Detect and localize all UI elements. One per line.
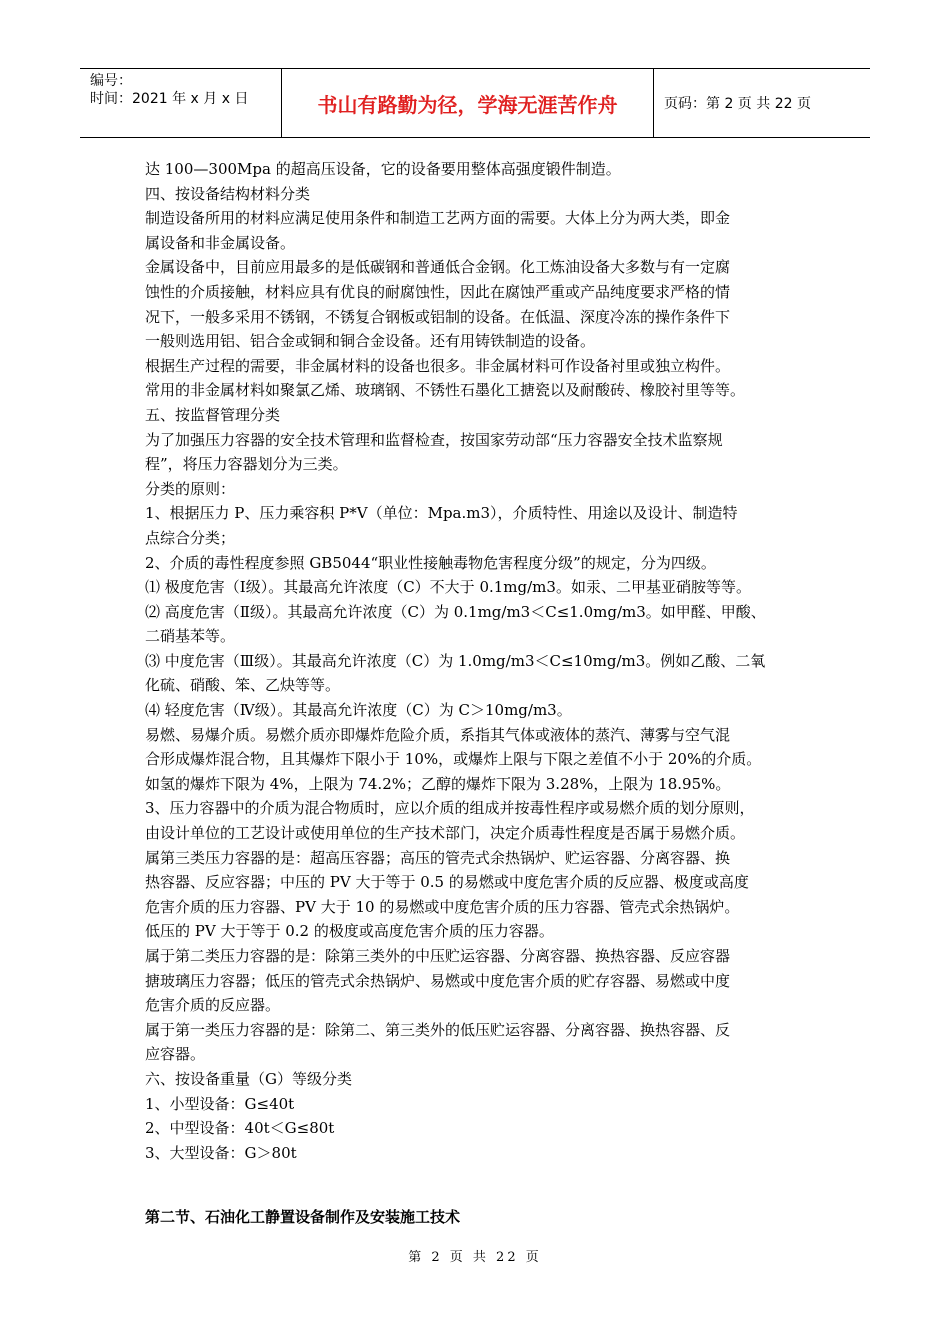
body-line: 3、大型设备：G＞80t [145,1143,297,1162]
page-header [80,68,870,138]
body-line: 由设计单位的工艺设计或使用单位的生产技术部门，决定介质毒性程度是否属于易燃介质。 [145,824,746,843]
body-line: 应容器。 [145,1045,206,1064]
body-line: 蚀性的介质接触，材料应具有优良的耐腐蚀性，因此在腐蚀严重或产品纯度要求严格的情 [145,282,731,301]
body-line: 况下，一般多采用不锈钢，不锈复合钢板或铝制的设备。在低温、深度冷冻的操作条件下 [145,307,731,326]
body-line: 为了加强压力容器的安全技术管理和监督检查，按国家劳动部“压力容器安全技术监察规 [145,430,723,449]
body-line: 一般则选用铝、铝合金或铜和铜合金设备。还有用铸铁制造的设备。 [145,332,596,351]
body-line: 根据生产过程的需要，非金属材料的设备也很多。非金属材料可作设备衬里或独立构件。 [145,356,731,375]
body-line: 1、小型设备：G≤40t [145,1094,295,1113]
body-line: 合形成爆炸混合物，且其爆炸下限小于 10%，或爆炸上限与下限之差值不小于 20%的介质。 [145,750,762,769]
body-text [145,157,815,1165]
body-line: 金属设备中，目前应用最多的是低碳钢和普通低合金钢。化工炼油设备大多数与有一定腐 [145,258,731,277]
header-page-number: 页码：第 2 页 共 22 页 [664,96,811,112]
body-line: ⑶ 中度危害（Ⅲ级）。其最高允许浓度（C）为 1.0mg/m3＜C≤10mg/m3。例如乙酸、二氧 [145,651,766,670]
body-line: 易燃、易爆介质。易燃介质亦即爆炸危险介质，系指其气体或液体的蒸汽、薄雾与空气混 [145,725,731,744]
body-line: 六、按设备重量（G）等级分类 [145,1069,352,1088]
body-line: 化硫、硝酸、笨、乙炔等等。 [145,676,341,695]
body-line: ⑴ 极度危害（Ⅰ级）。其最高允许浓度（C）不大于 0.1mg/m3。如汞、二甲基亚硝胺等等。 [145,578,751,597]
body-line: 属设备和非金属设备。 [145,233,296,252]
body-line: 危害介质的反应器。 [145,996,281,1015]
body-line: 搪玻璃压力容器；低压的管壳式余热锅炉、易燃或中度危害介质的贮存容器、易燃或中度 [145,971,731,990]
body-line: 属于第一类压力容器的是：除第二、第三类外的低压贮运容器、分离容器、换热容器、反 [145,1020,731,1039]
body-line: 如氢的爆炸下限为 4%，上限为 74.2%；乙醇的爆炸下限为 3.28%，上限为 18.95%。 [145,774,731,793]
body-line: ⑵ 高度危害（Ⅱ级）。其最高允许浓度（C）为 0.1mg/m3＜C≤1.0mg/m3。如甲醛、甲酸、 [145,602,766,621]
body-line: 达 100—300Mpa 的超高压设备，它的设备要用整体高强度锻件制造。 [145,160,621,178]
document-date: 时间：2021 年 x 月 x 日 [90,91,249,107]
section-title: 第二节、石油化工静置设备制作及安装施工技术 [145,1208,461,1226]
body-line: ⑷ 轻度危害（Ⅳ级）。其最高允许浓度（C）为 C＞10mg/m3。 [145,701,572,720]
body-line: 1、根据压力 P、压力乘容积 P*V（单位：Mpa.m3），介质特性、用途以及设计、制造特 [145,504,738,523]
header-motto: 书山有路勤为径，学海无涯苦作舟 [282,69,654,137]
body-line: 属第三类压力容器的是：超高压容器；高压的管壳式余热锅炉、贮运容器、分离容器、换 [145,848,731,867]
body-line: 常用的非金属材料如聚氯乙烯、玻璃钢、不锈性石墨化工搪瓷以及耐酸砖、橡胶衬里等等。 [145,381,746,400]
document-number: 编号： [90,73,132,89]
body-line: 危害介质的压力容器、PV 大于 10 的易燃或中度危害介质的压力容器、管壳式余热锅炉。 [145,897,740,916]
body-line: 制造设备所用的材料应满足使用条件和制造工艺两方面的需要。大体上分为两大类，即金 [145,209,731,228]
body-line: 属于第二类压力容器的是：除第三类外的中压贮运容器、分离容器、换热容器、反应容器 [145,947,731,965]
body-line: 2、介质的毒性程度参照 GB5044“职业性接触毒物危害程度分级”的规定，分为四级。 [145,553,716,572]
body-line: 热容器、反应容器；中压的 PV 大于等于 0.5 的易燃或中度危害介质的反应器、极度或高度 [145,873,749,892]
body-line: 四、按设备结构材料分类 [145,184,311,203]
body-line: 点综合分类； [145,528,236,547]
body-line: 低压的 PV 大于等于 0.2 的极度或高度危害介质的压力容器。 [145,922,554,941]
body-line: 五、按监督管理分类 [145,405,281,424]
body-line: 分类的原则： [145,479,236,498]
body-line: 二硝基苯等。 [145,627,236,646]
page-footer: 第 2 页 共 22 页 [408,1250,542,1265]
header-info [80,69,282,137]
body-line: 2、中型设备：40t＜G≤80t [145,1119,335,1138]
body-line: 程”，将压力容器划分为三类。 [145,455,348,474]
body-line: 3、压力容器中的介质为混合物质时，应以介质的组成并按毒性程序或易燃介质的划分原则， [145,799,755,818]
